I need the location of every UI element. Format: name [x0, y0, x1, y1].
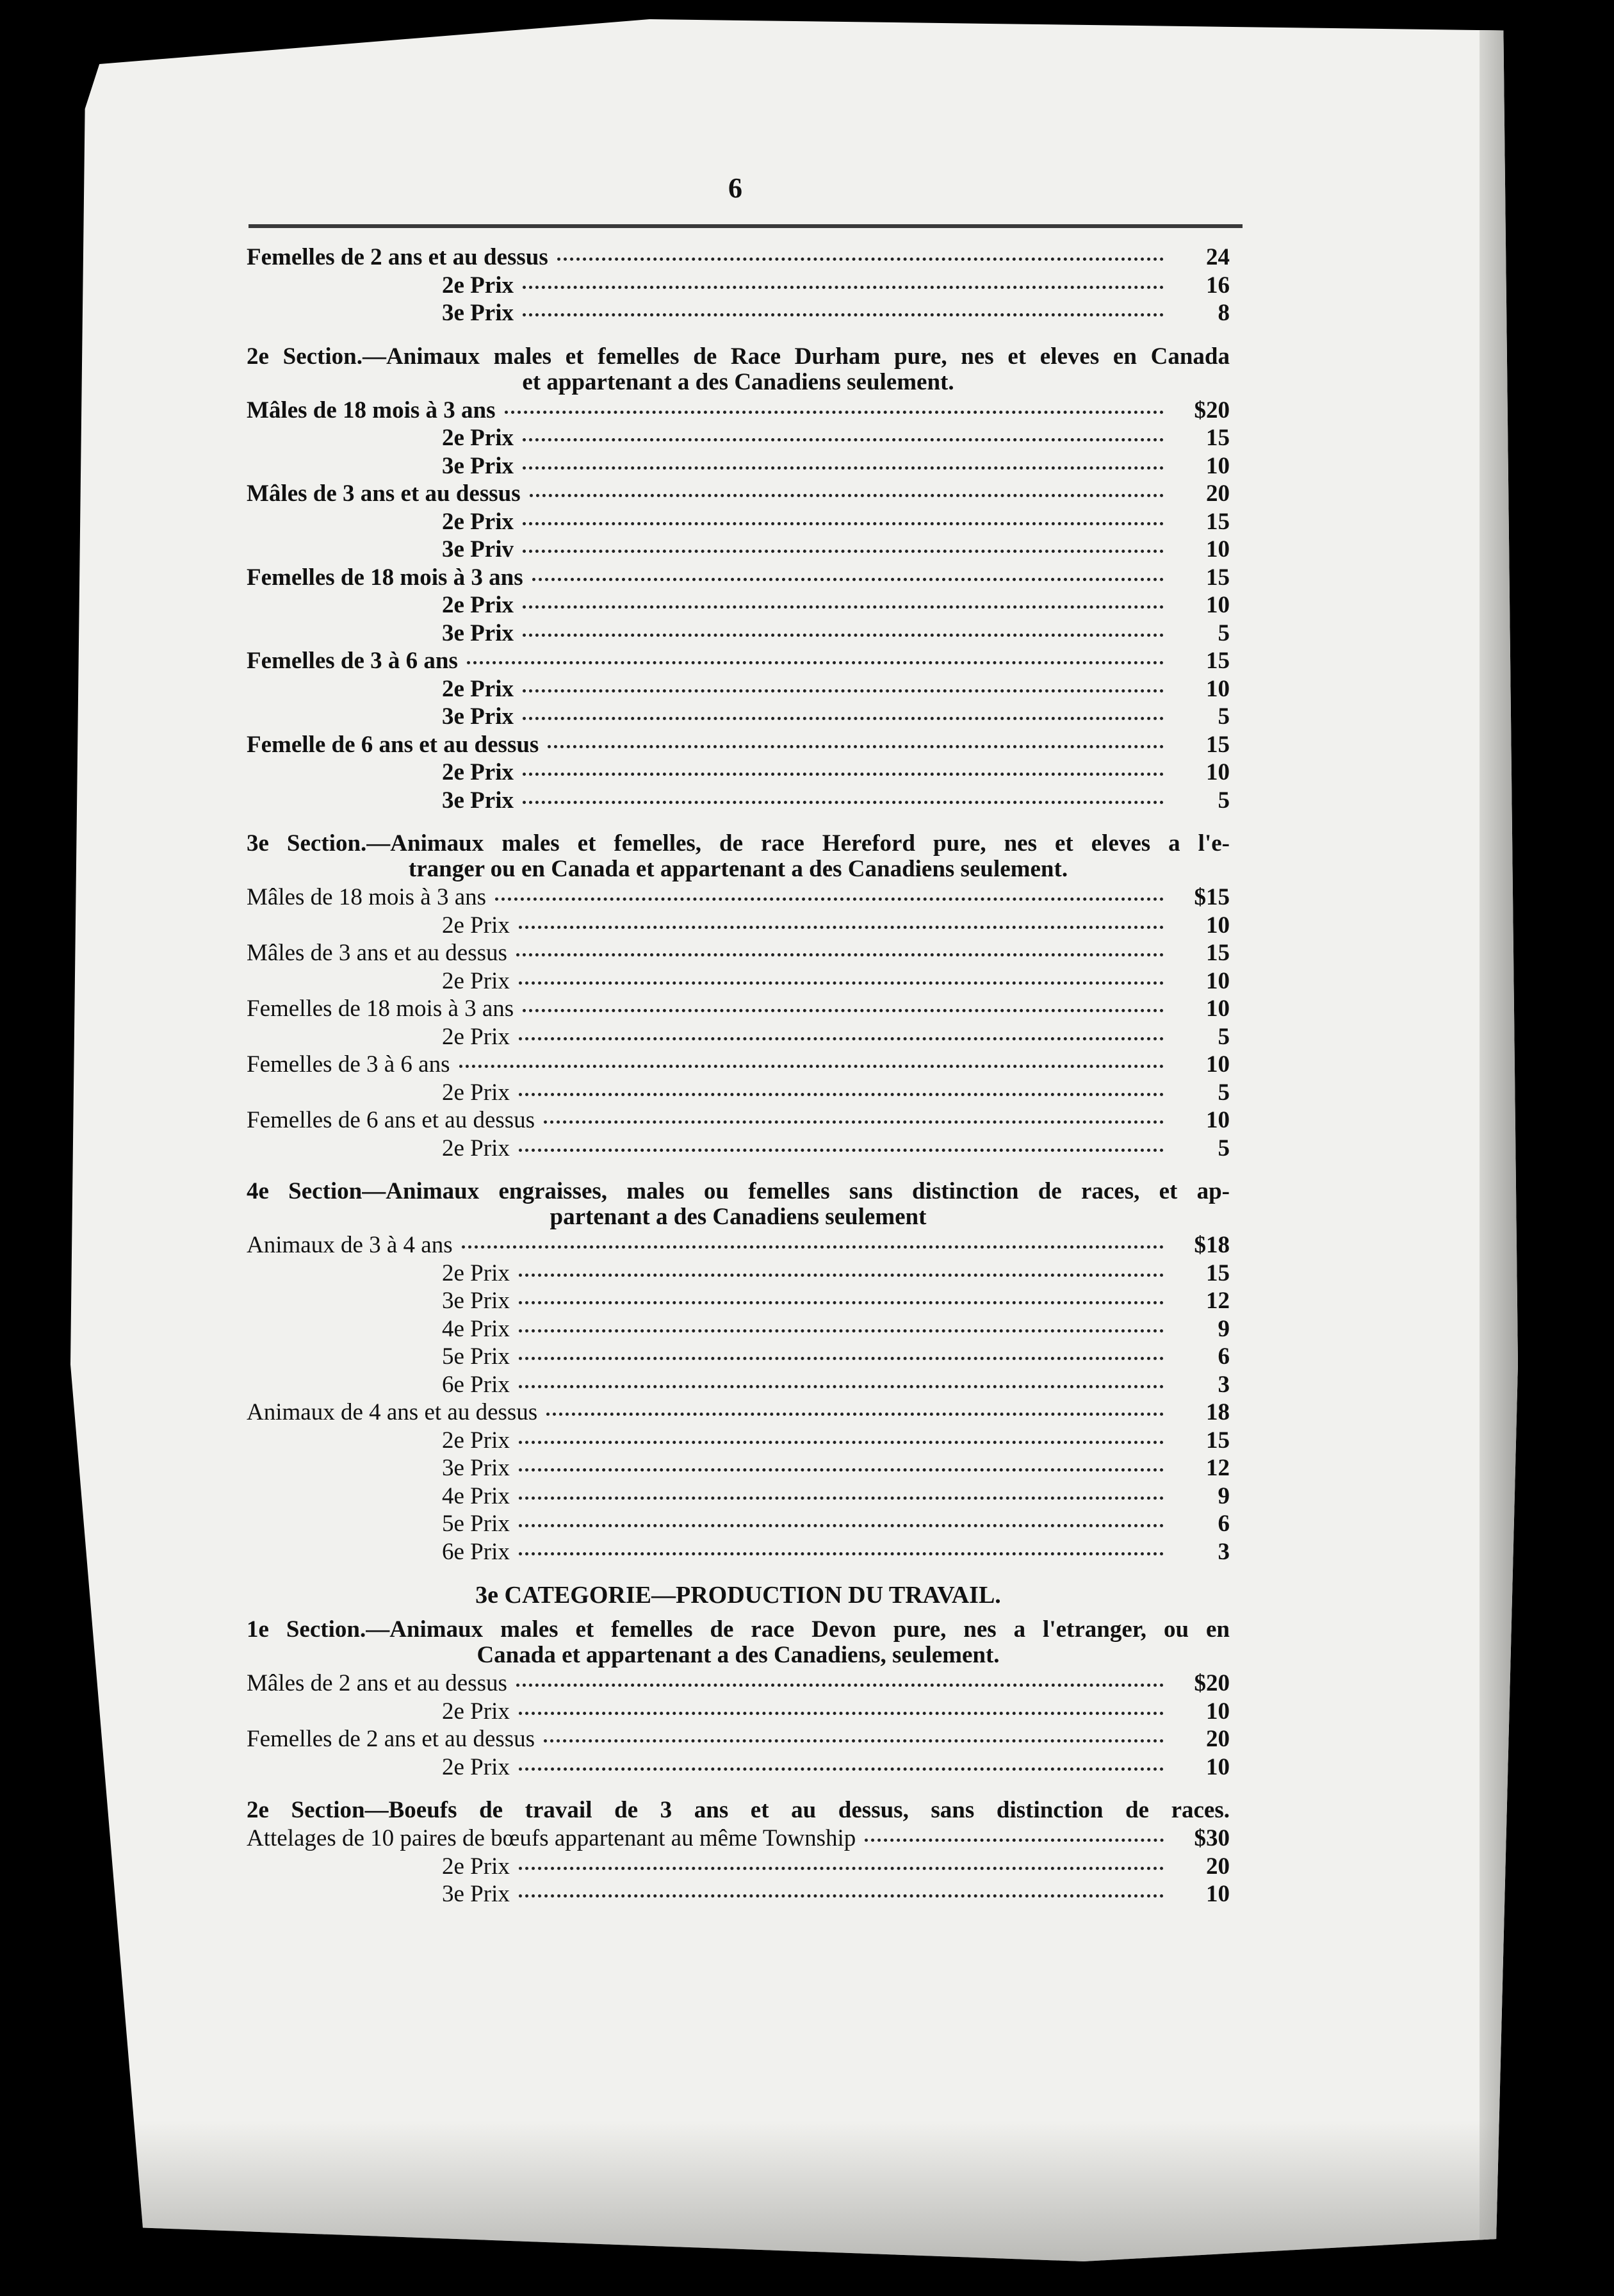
- dot-leader: [495, 891, 1164, 901]
- prize-label: Femelles de 6 ans et au dessus: [247, 1107, 535, 1133]
- prize-row: [247, 883, 1230, 912]
- prize-row: [247, 272, 1230, 300]
- prize-label: Femelles de 18 mois à 3 ans: [247, 996, 514, 1022]
- section-heading-line: 1e Section.—Animaux males et femelles de race Devon pure, nes a l'etranger, ou en: [247, 1616, 1230, 1643]
- prize-label: 2e Prix: [442, 272, 514, 299]
- prize-label: 2e Prix: [442, 1023, 510, 1050]
- section-gap: [247, 1162, 1230, 1171]
- prize-row: [247, 1538, 1230, 1566]
- prize-row: [247, 1482, 1230, 1511]
- dot-leader: [467, 655, 1164, 664]
- prize-amount: 10: [1206, 536, 1230, 562]
- prize-label: 5e Prix: [442, 1343, 510, 1370]
- prize-amount: 10: [1206, 967, 1230, 994]
- dot-leader: [516, 947, 1164, 956]
- prize-label: 2e Prix: [442, 912, 510, 939]
- prize-label: Animaux de 3 à 4 ans: [247, 1232, 453, 1258]
- dot-leader: [505, 404, 1164, 414]
- section-heading-line: 2e Section—Boeufs de travail de 3 ans et au dessus, sans distinction de races.: [247, 1797, 1230, 1823]
- prize-amount: 10: [1206, 1698, 1230, 1725]
- prize-amount: 5: [1218, 1023, 1230, 1050]
- prize-amount: 5: [1218, 619, 1230, 646]
- prize-amount: 15: [1206, 1259, 1230, 1286]
- prize-label: 2e Prix: [442, 1259, 510, 1286]
- prize-label: Femelles de 2 ans et au dessus: [247, 244, 548, 270]
- dot-leader: [519, 1490, 1164, 1500]
- dot-leader: [546, 1406, 1164, 1416]
- prize-amount: 5: [1218, 1135, 1230, 1161]
- prize-row: [247, 1051, 1230, 1079]
- prize-amount: 20: [1206, 1853, 1230, 1880]
- section-gap: [247, 1781, 1230, 1790]
- prize-row: [247, 1880, 1230, 1908]
- prize-row: [247, 758, 1230, 787]
- prize-row: [247, 1079, 1230, 1107]
- dot-leader: [523, 279, 1164, 289]
- prize-label: 3e Prix: [442, 787, 514, 814]
- prize-row: [247, 703, 1230, 731]
- prize-amount: $15: [1194, 884, 1230, 910]
- prize-row: [247, 564, 1230, 592]
- prize-row: [247, 1231, 1230, 1259]
- dot-leader: [519, 1350, 1164, 1360]
- section-heading-line: et appartenant a des Canadiens seulement.: [522, 368, 954, 395]
- prize-amount: 5: [1218, 703, 1230, 730]
- page-number: 6: [728, 172, 742, 204]
- dot-leader: [519, 1546, 1164, 1555]
- prize-label: Femelles de 18 mois à 3 ans: [247, 564, 523, 591]
- prize-row: [247, 1824, 1230, 1853]
- dot-leader: [523, 432, 1164, 441]
- dot-leader: [530, 488, 1164, 497]
- prize-row: [247, 1753, 1230, 1782]
- prize-label: 4e Prix: [442, 1482, 510, 1509]
- section-heading-line: partenant a des Canadiens seulement: [550, 1204, 927, 1230]
- section-heading: [247, 1798, 1230, 1823]
- section-heading: [247, 1179, 1230, 1230]
- prize-label: 2e Prix: [442, 1079, 510, 1106]
- prize-row: [247, 967, 1230, 996]
- dot-leader: [516, 1677, 1164, 1687]
- prize-amount: 24: [1206, 244, 1230, 270]
- header-rule: [249, 224, 1243, 228]
- prize-label: Mâles de 18 mois à 3 ans: [247, 397, 496, 423]
- prize-label: Femelles de 3 à 6 ans: [247, 1051, 450, 1078]
- prize-amount: 5: [1218, 787, 1230, 814]
- prize-row: [247, 912, 1230, 940]
- prize-label: Femelle de 6 ans et au dessus: [247, 731, 539, 758]
- dot-leader: [865, 1832, 1164, 1842]
- dot-leader: [519, 1086, 1164, 1096]
- prize-row: [247, 647, 1230, 675]
- prize-amount: 3: [1218, 1371, 1230, 1398]
- prize-row: [247, 299, 1230, 327]
- prize-row: [247, 1510, 1230, 1538]
- prize-amount: 10: [1206, 1753, 1230, 1780]
- prize-row: [247, 1398, 1230, 1427]
- prize-row: [247, 480, 1230, 508]
- prize-label: 4e Prix: [442, 1315, 510, 1342]
- prize-amount: 5: [1218, 1079, 1230, 1106]
- dot-leader: [519, 1860, 1164, 1870]
- prize-amount: 10: [1206, 1107, 1230, 1133]
- dot-leader: [523, 627, 1164, 637]
- prize-label: 5e Prix: [442, 1511, 510, 1537]
- dot-leader: [523, 460, 1164, 470]
- dot-leader: [557, 251, 1164, 261]
- prize-row: [247, 1454, 1230, 1482]
- prize-label: Femelles de 2 ans et au dessus: [247, 1726, 535, 1752]
- prize-row: [247, 1427, 1230, 1455]
- dot-leader: [519, 1434, 1164, 1444]
- dot-leader: [519, 1142, 1164, 1152]
- dot-leader: [523, 1003, 1164, 1012]
- prize-amount: 10: [1206, 675, 1230, 702]
- prize-amount: 10: [1206, 996, 1230, 1022]
- prize-row: [247, 1106, 1230, 1135]
- prize-row: [247, 452, 1230, 480]
- section-heading: [247, 1617, 1230, 1668]
- section-heading-line: 2e Section.—Animaux males et femelles de Race Durham pure, nes et eleves en Canada: [247, 343, 1230, 370]
- dot-leader: [519, 1705, 1164, 1715]
- prize-label: 2e Prix: [442, 1753, 510, 1780]
- category-heading: 3e CATEGORIE—PRODUCTION DU TRAVAIL.: [475, 1582, 1001, 1609]
- prize-amount: 10: [1206, 1881, 1230, 1907]
- dot-leader: [519, 1323, 1164, 1332]
- prize-row: [247, 591, 1230, 619]
- prize-label: 2e Prix: [442, 759, 514, 785]
- prize-amount: 15: [1206, 940, 1230, 966]
- prize-amount: 15: [1206, 648, 1230, 674]
- prize-row: [247, 1669, 1230, 1698]
- dot-leader: [523, 599, 1164, 609]
- prize-amount: 10: [1206, 759, 1230, 785]
- prize-amount: 10: [1206, 452, 1230, 479]
- prize-row: [247, 1259, 1230, 1288]
- prize-amount: 16: [1206, 272, 1230, 299]
- prize-row: [247, 508, 1230, 536]
- dot-leader: [523, 516, 1164, 525]
- prize-label: 3e Prix: [442, 1288, 510, 1314]
- prize-label: 3e Prix: [442, 619, 514, 646]
- prize-row: [247, 675, 1230, 703]
- prize-amount: 15: [1206, 564, 1230, 591]
- prize-label: 2e Prix: [442, 967, 510, 994]
- prize-label: Mâles de 2 ans et au dessus: [247, 1670, 507, 1696]
- prize-row: [247, 1135, 1230, 1163]
- prize-row: [247, 1725, 1230, 1753]
- prize-label: 3e Prix: [442, 703, 514, 730]
- section-gap: [247, 814, 1230, 823]
- prize-amount: $20: [1194, 1670, 1230, 1696]
- prize-amount: 15: [1206, 425, 1230, 451]
- prize-row: [247, 397, 1230, 425]
- prize-label: 2e Prix: [442, 1853, 510, 1880]
- prize-amount: 20: [1206, 1726, 1230, 1752]
- section-gap: [247, 1908, 1230, 1917]
- prize-amount: 10: [1206, 912, 1230, 939]
- section-gap: [247, 1566, 1230, 1575]
- prize-amount: 12: [1206, 1288, 1230, 1314]
- prize-amount: $30: [1194, 1825, 1230, 1851]
- prize-row: [247, 243, 1230, 272]
- prize-row: [247, 1698, 1230, 1726]
- dot-leader: [523, 543, 1164, 553]
- prize-label: 2e Prix: [442, 425, 514, 451]
- prize-row: [247, 1287, 1230, 1315]
- prize-label: 2e Prix: [442, 592, 514, 618]
- prize-label: 6e Prix: [442, 1371, 510, 1398]
- dot-leader: [519, 1379, 1164, 1388]
- prize-amount: 10: [1206, 1051, 1230, 1078]
- prize-label: 2e Prix: [442, 1698, 510, 1725]
- prize-row: [247, 1853, 1230, 1881]
- dot-leader: [523, 794, 1164, 804]
- prize-amount: 6: [1218, 1511, 1230, 1537]
- dot-leader: [519, 975, 1164, 985]
- prize-row: [247, 939, 1230, 967]
- prize-amount: 10: [1206, 592, 1230, 618]
- prize-amount: 18: [1206, 1399, 1230, 1425]
- prize-label: 2e Prix: [442, 675, 514, 702]
- dot-leader: [459, 1058, 1164, 1068]
- section-gap: [247, 327, 1230, 336]
- dot-leader: [544, 1114, 1164, 1124]
- prize-row: [247, 1023, 1230, 1051]
- prize-amount: 12: [1206, 1455, 1230, 1481]
- prize-row: [247, 787, 1230, 815]
- prize-amount: 20: [1206, 480, 1230, 507]
- prize-label: 3e Prix: [442, 1881, 510, 1907]
- dot-leader: [523, 683, 1164, 693]
- section-heading-line: 4e Section—Animaux engraisses, males ou femelles sans distinction de races, et ap-: [247, 1178, 1230, 1204]
- section-heading-line: tranger ou en Canada et appartenant a des Canadiens seulement.: [408, 856, 1068, 882]
- prize-label: 3e Priv: [442, 536, 514, 562]
- dot-leader: [519, 1267, 1164, 1277]
- prize-label: 2e Prix: [442, 508, 514, 535]
- dot-leader: [519, 1031, 1164, 1040]
- section-heading-line: Canada et appartenant a des Canadiens, seulement.: [477, 1642, 1000, 1668]
- prize-row: [247, 424, 1230, 452]
- dot-leader: [523, 307, 1164, 316]
- dot-leader: [519, 1518, 1164, 1527]
- prize-label: Attelages de 10 paires de bœufs appartenant au même Township: [247, 1825, 856, 1851]
- prize-label: Animaux de 4 ans et au dessus: [247, 1399, 538, 1425]
- prize-amount: 15: [1206, 1427, 1230, 1454]
- dot-leader: [523, 710, 1164, 720]
- prize-label: 2e Prix: [442, 1427, 510, 1454]
- dot-leader: [532, 571, 1164, 581]
- prize-label: 6e Prix: [442, 1538, 510, 1565]
- prize-row: [247, 995, 1230, 1023]
- prize-row: [247, 1343, 1230, 1371]
- dot-leader: [462, 1239, 1164, 1249]
- prize-amount: 15: [1206, 731, 1230, 758]
- prize-row: [247, 536, 1230, 564]
- dot-leader: [519, 1888, 1164, 1898]
- section-heading: [247, 344, 1230, 395]
- dot-leader: [519, 1462, 1164, 1472]
- prize-amount: $20: [1194, 397, 1230, 423]
- prize-row: [247, 731, 1230, 759]
- prize-label: Femelles de 3 à 6 ans: [247, 648, 458, 674]
- dot-leader: [523, 766, 1164, 776]
- prize-amount: 3: [1218, 1538, 1230, 1565]
- prize-label: Mâles de 18 mois à 3 ans: [247, 884, 487, 910]
- prize-amount: 9: [1218, 1482, 1230, 1509]
- prize-amount: 6: [1218, 1343, 1230, 1370]
- prize-label: 3e Prix: [442, 452, 514, 479]
- prize-label: 3e Prix: [442, 300, 514, 326]
- dot-leader: [519, 1295, 1164, 1304]
- prize-label: 2e Prix: [442, 1135, 510, 1161]
- prize-label: Mâles de 3 ans et au dessus: [247, 940, 507, 966]
- prize-amount: 9: [1218, 1315, 1230, 1342]
- dot-leader: [548, 739, 1164, 748]
- prize-list: [247, 243, 1230, 1917]
- dot-leader: [544, 1733, 1164, 1742]
- section-heading-line: 3e Section.—Animaux males et femelles, de race Hereford pure, nes et eleves a l'e-: [247, 830, 1230, 857]
- prize-row: [247, 1371, 1230, 1399]
- prize-row: [247, 619, 1230, 648]
- prize-amount: 8: [1218, 300, 1230, 326]
- prize-amount: $18: [1194, 1232, 1230, 1258]
- prize-amount: 15: [1206, 508, 1230, 535]
- prize-row: [247, 1315, 1230, 1343]
- dot-leader: [519, 919, 1164, 929]
- prize-label: 3e Prix: [442, 1455, 510, 1481]
- dot-leader: [519, 1761, 1164, 1771]
- section-heading: [247, 831, 1230, 882]
- prize-label: Mâles de 3 ans et au dessus: [247, 480, 521, 507]
